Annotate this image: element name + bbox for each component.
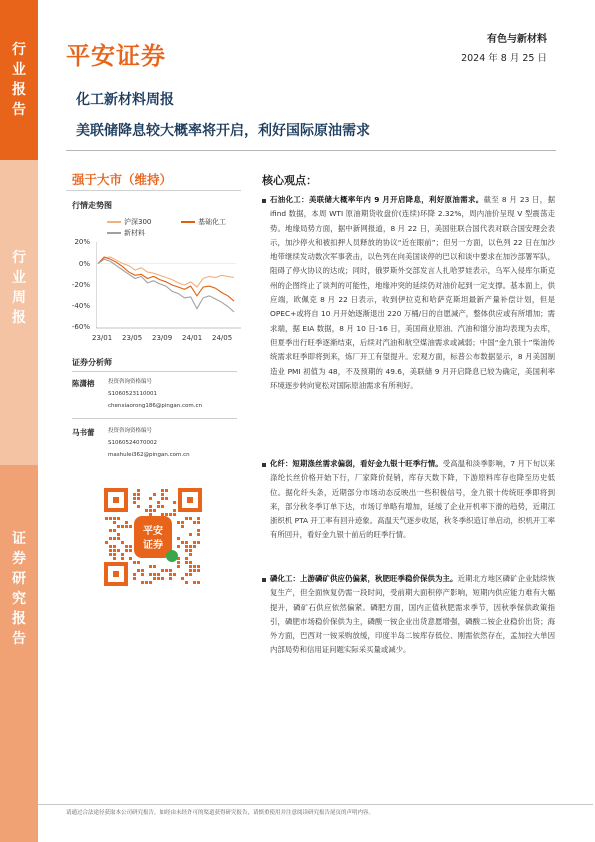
qr-module	[177, 537, 180, 540]
qr-module	[125, 525, 128, 528]
qr-module	[105, 541, 108, 544]
qr-module	[157, 573, 160, 576]
qr-module	[149, 509, 152, 512]
qr-module	[169, 569, 172, 572]
qr-module	[113, 545, 116, 548]
key-point-lead: 石油化工：美联储大概率年内 9 月开启降息，利好原油需求。	[270, 195, 484, 204]
qr-module	[185, 561, 188, 564]
qr-module	[189, 533, 192, 536]
sidebar-bottom-label: 证 券 研 究 报 告	[12, 531, 26, 647]
chart-title: 行情走势图	[72, 201, 112, 210]
qr-module	[193, 521, 196, 524]
qr-module	[153, 509, 156, 512]
sidebar-mid-band	[0, 160, 38, 465]
qr-module	[113, 537, 116, 540]
qr-module	[157, 505, 160, 508]
qr-module	[137, 569, 140, 572]
key-point-paragraph	[270, 572, 555, 658]
qr-module	[173, 509, 176, 512]
qr-module	[149, 513, 152, 516]
bullet-icon	[262, 463, 266, 467]
analyst-email[interactable]: mashulei362@pingan.com.cn	[108, 452, 190, 458]
qr-module	[133, 493, 136, 496]
qr-module	[193, 569, 196, 572]
qr-module	[137, 497, 140, 500]
analyst-info	[108, 425, 190, 461]
qr-module	[125, 545, 128, 548]
qr-module	[161, 569, 164, 572]
qr-module	[133, 501, 136, 504]
qr-module	[105, 517, 108, 520]
qr-module	[181, 577, 184, 580]
qr-module	[149, 573, 152, 576]
qr-module	[185, 549, 188, 552]
qr-module	[161, 497, 164, 500]
qr-module	[129, 545, 132, 548]
key-point-body: 截至 8 月 23 日，据 ifind 数据，本周 WTI 原油期货收盘价(连续)环降 2.32%，周内油价呈现 V 型震荡走势。地缘局势方面，据中新网报道，8 月 22 日，美国驻联合国代表对联合国安理会表示，加沙停火和被扣押人员释放的协议“近在眼前”；但另一方面，以色列 22 日在加沙地带继续发动数次军事袭击，以色列在向美国谈停的巴以和谈中要求在加沙部署军队，阻碍了停火协议的达成；同时，俄罗斯外交部发言人扎哈罗娃表示，乌军入侵库尔斯克州的企图终止了谈判的可能性，地缘冲突的延续仍对油价起到一定支撑。基本面上，供应端，欧佩克 8 月 22 日表示，收到伊拉克和哈萨克斯坦最新产量补偿计划，但是 OPEC+或将自 10 月开始逐渐退出 220 万桶/日的自愿减产，整体供应或有所增加；需求端，据 EIA 数据，8 月 10 日-16 日，美国商业原油、汽油和馏分油均表现为去库，但夏季出行旺季逐渐结束，后续对汽油和航空煤油需求或减弱；中国“金九银十”柴油传统需求旺季即将到来，炼厂开工有望提升。宏观方面，标普公布数据显示，8 月美国制造业 PMI 初值为 48，不及预期的 49.6，美联储 9 月开启降息已较为确定，美国利率环境逐步转向宽松对国际原油需求有所利好。	[270, 195, 555, 390]
analyst-cert-label: 投资咨询资格编号	[108, 379, 153, 385]
qr-module	[193, 565, 196, 568]
qr-module	[165, 489, 168, 492]
qr-module	[113, 521, 116, 524]
analysts-divider	[72, 418, 237, 419]
qr-module	[197, 521, 200, 524]
series-line-0	[98, 257, 234, 287]
qr-module	[189, 569, 192, 572]
sidebar-bottom-band	[0, 465, 38, 842]
key-point-paragraph	[270, 457, 555, 543]
x-tick-label: 24/01	[182, 334, 203, 342]
qr-module	[153, 573, 156, 576]
y-tick-label: -40%	[71, 302, 90, 310]
qr-module	[185, 541, 188, 544]
legend-swatch-chem	[181, 221, 195, 223]
qr-module	[153, 565, 156, 568]
sidebar-mid-label: 行 业 周 报	[12, 250, 26, 326]
qr-module	[185, 573, 188, 576]
qr-module	[117, 525, 120, 528]
qr-module	[113, 517, 116, 520]
qr-module	[197, 569, 200, 572]
qr-module	[133, 497, 136, 500]
analysts-title: 证券分析师	[72, 358, 112, 367]
trend-chart	[96, 236, 241, 332]
qr-module	[161, 489, 164, 492]
analyst-name: 马书蕾	[72, 428, 95, 437]
qr-module	[185, 545, 188, 548]
qr-module	[177, 565, 180, 568]
legend-swatch-hs300	[107, 221, 121, 223]
qr-module	[113, 529, 116, 532]
qr-module	[109, 545, 112, 548]
qr-module	[145, 581, 148, 584]
footer-disclaimer: 请通过合法途径获取本公司研究报告，如经由未经许可的渠道获得研究报告，请慎重使用并注意阅读研究报告尾页的声明内容。	[66, 810, 375, 816]
report-series-title: 化工新材料周报	[76, 92, 174, 108]
x-tick-label: 23/09	[152, 334, 173, 342]
qr-module	[169, 577, 172, 580]
qr-code	[104, 488, 202, 586]
bullet-icon	[262, 578, 266, 582]
key-point-lead: 磷化工：上游磷矿供应仍偏紧，秋肥旺季稳价保供为主。	[270, 574, 458, 583]
qr-module	[189, 545, 192, 548]
qr-module	[193, 541, 196, 544]
key-point-body: 受高温和淡季影响，7 月下旬以来涤纶长丝价格开始下行，厂家降价促销，库存天数下降，下游原料库存也降至历史低位。据化纤头条，近期部分市场动态反映出一些积极信号，金九银十传统旺季即将到来，部分秋冬季订单下达，市场订单略有增加，延缓了企业开机率下滑的趋势，近期江浙织机 PTA 开工率有回升迹象。高温天气逐步收尾，秋冬季织造订单启动，织机开工率有所回升，看好金九银十前后的旺季行情。	[270, 459, 555, 540]
qr-module	[117, 517, 120, 520]
key-point-paragraph	[270, 193, 555, 393]
qr-module	[149, 581, 152, 584]
qr-module	[185, 517, 188, 520]
x-tick-label: 24/05	[212, 334, 233, 342]
qr-module	[173, 573, 176, 576]
analyst-cert-id: S1060523110001	[108, 391, 157, 397]
industry-rating: 强于大市（维持）	[72, 172, 173, 187]
qr-module	[137, 561, 140, 564]
analyst-name: 陈潇榕	[72, 379, 95, 388]
qr-module	[133, 573, 136, 576]
sidebar-top-label: 行 业 报 告	[12, 42, 26, 118]
legend-item-hs300	[107, 217, 151, 227]
qr-module	[145, 509, 148, 512]
qr-module	[185, 581, 188, 584]
qr-module	[109, 553, 112, 556]
qr-module	[185, 557, 188, 560]
qr-module	[169, 513, 172, 516]
series-line-2	[98, 259, 234, 312]
qr-module	[117, 537, 120, 540]
qr-module	[189, 517, 192, 520]
qr-module	[169, 573, 172, 576]
header-divider	[66, 150, 556, 151]
qr-module	[181, 541, 184, 544]
y-tick-label: 20%	[74, 238, 90, 246]
analysts-divider	[72, 371, 237, 372]
qr-module	[161, 493, 164, 496]
qr-module	[113, 557, 116, 560]
qr-module	[113, 549, 116, 552]
qr-module	[109, 517, 112, 520]
qr-module	[165, 569, 168, 572]
qr-module	[181, 521, 184, 524]
qr-module	[197, 541, 200, 544]
qr-module	[161, 577, 164, 580]
qr-module	[189, 565, 192, 568]
analyst-email[interactable]: chenxiaorong186@pingan.com.cn	[108, 403, 202, 409]
qr-module	[137, 505, 140, 508]
qr-module	[141, 573, 144, 576]
qr-module	[137, 493, 140, 496]
qr-module	[153, 577, 156, 580]
qr-module	[193, 545, 196, 548]
qr-module	[173, 501, 176, 504]
qr-module	[125, 521, 128, 524]
qr-module	[177, 521, 180, 524]
company-logo: 平安证券	[66, 42, 166, 70]
qr-module	[189, 573, 192, 576]
qr-module	[109, 549, 112, 552]
qr-module	[121, 553, 124, 556]
qr-module	[109, 537, 112, 540]
qr-module	[149, 565, 152, 568]
report-headline: 美联储降息较大概率将开启，利好国际原油需求	[76, 123, 370, 139]
qr-module	[129, 525, 132, 528]
y-tick-label: 0%	[78, 260, 90, 268]
qr-module	[141, 569, 144, 572]
qr-logo-line2: 证券	[143, 540, 163, 551]
qr-module	[129, 557, 132, 560]
qr-module	[153, 493, 156, 496]
qr-module	[149, 497, 152, 500]
sidebar-top-band	[0, 0, 38, 160]
qr-module	[197, 529, 200, 532]
qr-module	[129, 549, 132, 552]
qr-module	[121, 541, 124, 544]
x-tick-label: 23/05	[122, 334, 143, 342]
qr-module	[157, 577, 160, 580]
key-point-lead: 化纤：短期涤丝需求偏弱，看好金九银十旺季行情。	[270, 459, 443, 468]
qr-module	[133, 561, 136, 564]
legend-swatch-newmat	[107, 232, 121, 234]
legend-label-hs300: 沪深300	[124, 218, 152, 226]
industry-label: 有色与新材料	[487, 34, 547, 45]
qr-module	[189, 561, 192, 564]
qr-module	[157, 501, 160, 504]
qr-module	[117, 533, 120, 536]
qr-module	[149, 505, 152, 508]
qr-module	[197, 517, 200, 520]
qr-module	[197, 565, 200, 568]
qr-module	[181, 525, 184, 528]
qr-module	[125, 549, 128, 552]
footer-divider	[38, 804, 593, 805]
analyst-info	[108, 376, 202, 412]
qr-module	[113, 553, 116, 556]
y-tick-label: -60%	[71, 323, 90, 331]
bullet-icon	[262, 199, 266, 203]
qr-module	[137, 489, 140, 492]
legend-label-chem: 基础化工	[198, 218, 226, 226]
qr-module	[165, 497, 168, 500]
analyst-cert-id: S1060524070002	[108, 440, 157, 446]
qr-logo-line1: 平安	[143, 526, 163, 537]
rating-divider	[66, 190, 241, 191]
qr-module	[121, 525, 124, 528]
qr-module	[165, 513, 168, 516]
left-sidebar	[0, 0, 38, 842]
analyst-cert-label: 投资咨询资格编号	[108, 428, 153, 434]
qr-module	[109, 529, 112, 532]
qr-module	[141, 581, 144, 584]
qr-module	[173, 513, 176, 516]
qr-module	[197, 581, 200, 584]
qr-module	[197, 533, 200, 536]
qr-module	[177, 561, 180, 564]
x-tick-label: 23/01	[92, 334, 113, 342]
y-tick-label: -20%	[71, 281, 90, 289]
qr-module	[161, 505, 164, 508]
qr-module	[177, 545, 180, 548]
qr-module	[189, 553, 192, 556]
qr-module	[189, 549, 192, 552]
key-points-title: 核心观点：	[262, 174, 317, 187]
qr-module	[193, 581, 196, 584]
qr-module	[161, 513, 164, 516]
legend-label-newmat: 新材料	[124, 229, 145, 237]
report-date: 2024 年 8 月 25 日	[461, 53, 547, 64]
key-point-body: 近期北方地区磷矿企业陆续恢复生产，但全面恢复仍需一段时间，受前期大面积停产影响，短期内供应能力难有大幅提升，磷矿石供应依然偏紧。磷肥方面，国内正值秋肥需求季节，因秋季保供政策指引，磷肥市场稳价保供为主，磷酸一铵企业出货意愿增强，磷酸二铵企业稳价出货；海外方面，巴西对一铵采购放缓，印度半岛二铵库存低位、刚需依然存在，孟加拉大单因内部局势和信用证问题实际采买量或减少。	[270, 574, 555, 655]
qr-module	[117, 549, 120, 552]
legend-item-chem	[181, 217, 226, 227]
qr-module	[133, 577, 136, 580]
qr-module	[121, 557, 124, 560]
